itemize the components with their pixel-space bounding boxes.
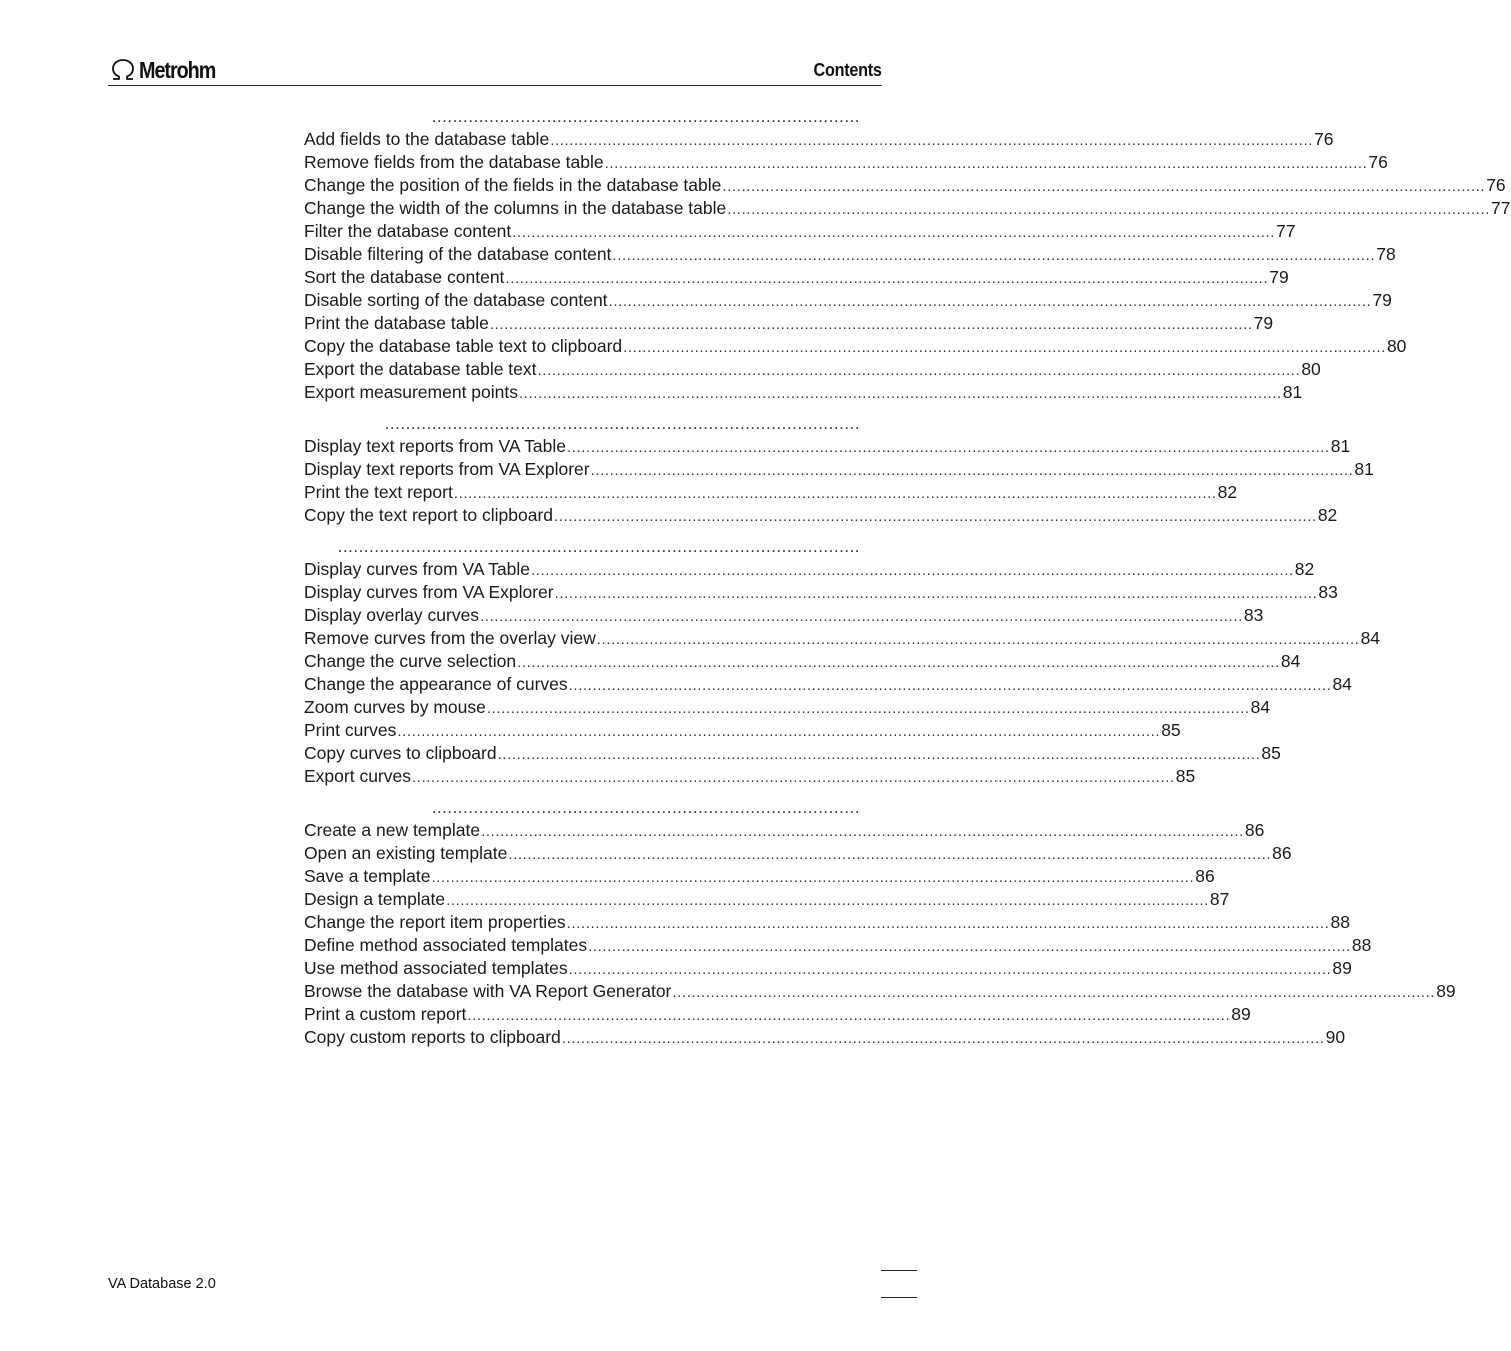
toc-page-number: 86: [1195, 866, 1215, 886]
toc-leader-dots: ................................................................................................................................................................: [612, 247, 1376, 264]
toc-entry[interactable]: [304, 197, 1511, 220]
toc-entry-label: Change the position of the fields in the database table: [304, 175, 722, 195]
toc-leader-dots: ................................................................................................................................................................: [537, 362, 1301, 379]
toc-entry[interactable]: [304, 381, 1303, 404]
toc-leader-dots: ................................................................................................................................................................: [411, 769, 1175, 786]
toc-entry[interactable]: [304, 742, 1281, 765]
toc-entry-label: Change the curve selection: [304, 651, 517, 671]
toc-entry-label: Zoom curves by mouse: [304, 697, 486, 717]
toc-entry[interactable]: [304, 128, 1334, 151]
toc-leader-dots: ................................................................................................................................................................: [481, 823, 1244, 840]
toc-page-number: 84: [1250, 697, 1271, 717]
toc-leader-dots: ................................................................................................................................................................: [561, 1030, 1325, 1047]
toc-leader-dots: ................................................................................................................................................................: [727, 201, 1491, 218]
footer-rule-bottom: [881, 1297, 917, 1298]
toc-page-number: 85: [1175, 766, 1196, 786]
toc-page-number: 84: [1280, 651, 1301, 671]
toc-page-number: 81: [1282, 382, 1303, 402]
toc-entry[interactable]: [304, 888, 1230, 911]
toc-section-heading: [304, 412, 882, 435]
toc-page-number: 79: [1269, 267, 1289, 287]
section-leader-dots: ....................................................................................................: [337, 537, 860, 556]
toc-entry-label: Use method associated templates: [304, 958, 568, 978]
toc-section: [304, 412, 1374, 527]
toc-entry-label: Copy the text report to clipboard: [304, 505, 554, 525]
toc-leader-dots: ................................................................................................................................................................: [505, 270, 1269, 287]
toc-entry-label: Disable filtering of the database content: [304, 244, 612, 264]
toc-entry-label: Copy the database table text to clipboard: [304, 336, 623, 356]
toc-entry[interactable]: [304, 719, 1181, 742]
toc-page-number: 76: [1313, 129, 1334, 149]
toc-page-number: 82: [1294, 559, 1315, 579]
toc-leader-dots: ................................................................................................................................................................: [672, 984, 1436, 1001]
toc-page-number: 89: [1436, 981, 1456, 1001]
toc-leader-dots: ................................................................................................................................................................: [568, 677, 1332, 694]
toc-section-heading: [304, 535, 882, 558]
toc-leader-dots: ................................................................................................................................................................: [608, 293, 1372, 310]
toc-leader-dots: ................................................................................................................................................................: [453, 485, 1217, 502]
toc-entry-label: Remove curves from the overlay view: [304, 628, 596, 648]
toc-page-number: 84: [1360, 628, 1381, 648]
toc-entry[interactable]: [304, 335, 1407, 358]
section-leader-dots: ..................................................................................: [431, 107, 860, 126]
toc-entry[interactable]: [304, 458, 1374, 481]
toc-entry-label: Copy curves to clipboard: [304, 743, 497, 763]
toc-entry[interactable]: [304, 1003, 1251, 1026]
toc-page-number: 88: [1351, 935, 1372, 955]
toc-leader-dots: ................................................................................................................................................................: [497, 746, 1261, 763]
toc-entry[interactable]: [304, 1026, 1346, 1049]
toc-entry[interactable]: [304, 243, 1396, 266]
toc-page-number: 79: [1253, 313, 1274, 333]
toc-page-number: 76: [1486, 175, 1506, 195]
toc-entry[interactable]: [304, 604, 1264, 627]
toc-leader-dots: ................................................................................................................................................................: [530, 562, 1294, 579]
toc-page-number: 90: [1325, 1027, 1346, 1047]
toc-leader-dots: ................................................................................................................................................................: [623, 339, 1386, 356]
toc-leader-dots: ................................................................................................................................................................: [588, 938, 1351, 955]
toc-entry-label: Print a custom report: [304, 1004, 467, 1024]
toc-leader-dots: ................................................................................................................................................................: [397, 723, 1161, 740]
toc-page-number: 81: [1354, 459, 1374, 479]
toc-entry[interactable]: [304, 174, 1506, 197]
toc-entry-label: Browse the database with VA Report Generator: [304, 981, 672, 1001]
toc-section-heading: [304, 796, 882, 819]
toc-leader-dots: ................................................................................................................................................................: [590, 462, 1354, 479]
toc-page-number: 82: [1317, 505, 1338, 525]
toc-entry[interactable]: [304, 765, 1196, 788]
toc-entry[interactable]: [304, 151, 1388, 174]
toc-leader-dots: ................................................................................................................................................................: [722, 178, 1486, 195]
toc-section: [304, 796, 1456, 1049]
toc-entry[interactable]: [304, 627, 1381, 650]
toc-entry[interactable]: [304, 911, 1350, 934]
toc-entry[interactable]: [304, 481, 1238, 504]
footer-product: VA Database 2.0: [108, 1276, 216, 1292]
toc-entry-label: Remove fields from the database table: [304, 152, 604, 172]
toc-entry-label: Define method associated templates: [304, 935, 588, 955]
toc-entry-label: Open an existing template: [304, 843, 508, 863]
toc-entry[interactable]: [304, 312, 1274, 335]
toc-entry-label: Display text reports from VA Table: [304, 436, 566, 456]
brand-name: Metrohm: [139, 56, 216, 83]
toc-entry-label: Save a template: [304, 866, 431, 886]
toc-entry[interactable]: [304, 957, 1352, 980]
toc-leader-dots: ................................................................................................................................................................: [554, 585, 1318, 602]
page-title: Contents: [813, 60, 882, 80]
toc-page-number: 83: [1318, 582, 1338, 602]
omega-icon: [108, 58, 138, 82]
toc-entry[interactable]: [304, 934, 1372, 957]
toc-entry[interactable]: [304, 435, 1351, 458]
toc-entry[interactable]: [304, 650, 1301, 673]
toc-section-heading: [304, 105, 882, 128]
toc-leader-dots: ................................................................................................................................................................: [431, 869, 1195, 886]
toc-page-number: 79: [1372, 290, 1392, 310]
toc-entry[interactable]: [304, 842, 1292, 865]
toc-entry-label: Display curves from VA Explorer: [304, 582, 554, 602]
toc-page-number: 88: [1330, 912, 1350, 932]
header-divider: [108, 85, 882, 86]
table-of-contents: [304, 105, 1511, 1057]
toc-page-number: 83: [1243, 605, 1264, 625]
toc-entry-label: Change the width of the columns in the database table: [304, 198, 727, 218]
toc-page-number: 81: [1330, 436, 1351, 456]
toc-leader-dots: ................................................................................................................................................................: [517, 654, 1280, 671]
toc-entry-label: Add fields to the database table: [304, 129, 550, 149]
toc-entry-label: Disable sorting of the database content: [304, 290, 608, 310]
toc-page-number: 82: [1217, 482, 1238, 502]
toc-page-number: 80: [1386, 336, 1407, 356]
toc-page-number: 85: [1161, 720, 1181, 740]
toc-page-number: 86: [1244, 820, 1265, 840]
toc-entry-label: Print the database table: [304, 313, 489, 333]
toc-entry-label: Display curves from VA Table: [304, 559, 530, 579]
page-header: [108, 52, 882, 86]
toc-leader-dots: ................................................................................................................................................................: [446, 892, 1209, 909]
toc-entry[interactable]: [304, 696, 1271, 719]
toc-entry-label: Copy custom reports to clipboard: [304, 1027, 561, 1047]
toc-entry[interactable]: [304, 289, 1392, 312]
toc-entry[interactable]: [304, 581, 1338, 604]
toc-page-number: 80: [1301, 359, 1321, 379]
toc-page-number: 87: [1209, 889, 1230, 909]
toc-leader-dots: ................................................................................................................................................................: [519, 385, 1282, 402]
brand-logo: [108, 56, 228, 84]
footer-page-marker: [881, 1268, 917, 1298]
toc-leader-dots: ................................................................................................................................................................: [467, 1007, 1231, 1024]
toc-section: [304, 535, 1381, 788]
toc-page-number: 86: [1272, 843, 1292, 863]
toc-entry-label: Sort the database content: [304, 267, 505, 287]
toc-leader-dots: ................................................................................................................................................................: [596, 631, 1360, 648]
toc-entry-label: Display overlay curves: [304, 605, 480, 625]
toc-leader-dots: ................................................................................................................................................................: [604, 155, 1368, 172]
toc-entry[interactable]: [304, 673, 1352, 696]
section-leader-dots: ...........................................................................................: [384, 414, 860, 433]
toc-leader-dots: ................................................................................................................................................................: [554, 508, 1317, 525]
toc-leader-dots: ................................................................................................................................................................: [566, 439, 1330, 456]
toc-entry-label: Design a template: [304, 889, 446, 909]
toc-entry[interactable]: [304, 504, 1338, 527]
toc-page-number: 77: [1276, 221, 1296, 241]
section-leader-dots: ..................................................................................: [431, 798, 860, 817]
toc-page-number: 76: [1368, 152, 1388, 172]
toc-page-number: 84: [1332, 674, 1352, 694]
toc-leader-dots: ................................................................................................................................................................: [550, 132, 1313, 149]
toc-leader-dots: ................................................................................................................................................................: [508, 846, 1272, 863]
toc-entry-label: Filter the database content: [304, 221, 512, 241]
toc-entry-label: Export curves: [304, 766, 411, 786]
toc-leader-dots: ................................................................................................................................................................: [480, 608, 1243, 625]
toc-entry[interactable]: [304, 358, 1321, 381]
footer-rule-top: [881, 1270, 917, 1271]
toc-entry[interactable]: [304, 819, 1265, 842]
toc-leader-dots: ................................................................................................................................................................: [568, 961, 1332, 978]
toc-entry-label: Export measurement points: [304, 382, 518, 402]
toc-page-number: 78: [1376, 244, 1396, 264]
toc-entry-label: Export the database table text: [304, 359, 537, 379]
toc-entry[interactable]: [304, 980, 1456, 1003]
toc-entry-label: Change the appearance of curves: [304, 674, 568, 694]
toc-entry[interactable]: [304, 220, 1296, 243]
toc-page-number: 77: [1491, 198, 1511, 218]
toc-entry-label: Print curves: [304, 720, 397, 740]
toc-leader-dots: ................................................................................................................................................................: [512, 224, 1276, 241]
toc-entry-label: Create a new template: [304, 820, 481, 840]
toc-section: [304, 105, 1511, 404]
toc-entry[interactable]: [304, 865, 1215, 888]
toc-entry-label: Change the report item properties: [304, 912, 566, 932]
toc-entry-label: Print the text report: [304, 482, 453, 502]
toc-page-number: 89: [1332, 958, 1352, 978]
toc-entry-label: Display text reports from VA Explorer: [304, 459, 590, 479]
toc-leader-dots: ................................................................................................................................................................: [489, 316, 1253, 333]
toc-leader-dots: ................................................................................................................................................................: [486, 700, 1250, 717]
toc-leader-dots: ................................................................................................................................................................: [566, 915, 1330, 932]
toc-page-number: 85: [1261, 743, 1281, 763]
toc-entry[interactable]: [304, 266, 1289, 289]
toc-entry[interactable]: [304, 558, 1315, 581]
toc-page-number: 89: [1231, 1004, 1251, 1024]
